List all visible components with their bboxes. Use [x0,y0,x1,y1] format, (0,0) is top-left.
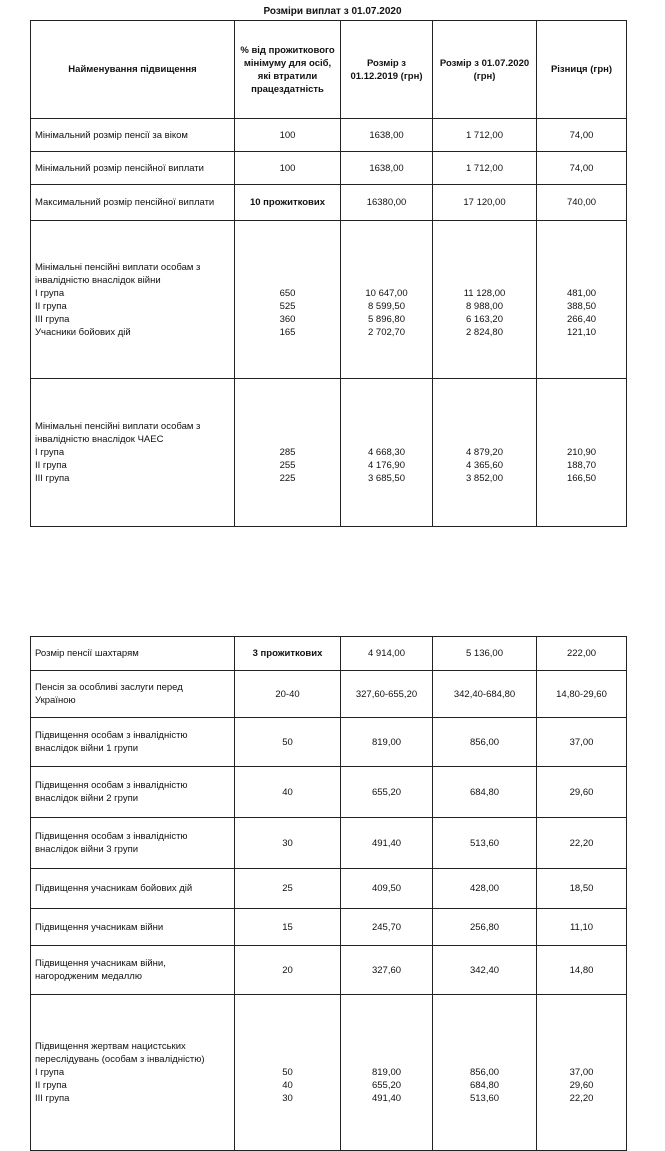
cell-line: 222,00 [566,648,597,659]
cell-line: інвалідністю внаслідок війни [35,274,161,286]
cell-line: 74,00 [569,162,594,174]
cell-line: І група [35,1067,65,1078]
cell-line: 1638,00 [369,129,404,141]
header-row [31,21,627,119]
amount-jul-2020-cell [433,119,537,152]
table-row [31,946,627,995]
table-row [31,221,627,379]
cell-line: 513,60 [469,1093,500,1104]
cell-line: 491,40 [371,1093,402,1104]
cell-line: Україною [35,695,76,706]
difference-cell [537,818,627,869]
amount-dec-2019-cell [341,221,433,379]
amount-dec-2019-cell [341,946,433,995]
cell-line: 4 176,90 [368,460,405,471]
cell-line: ІІ група [35,300,67,312]
amount-dec-2019-cell [341,119,433,152]
cell-line: внаслідок війни 3 групи [35,844,139,855]
cell-line: 22,20 [569,837,594,849]
cell-line: 655,20 [371,786,402,798]
difference-cell [537,637,627,671]
amount-jul-2020-cell [433,909,537,946]
row-name-cell [31,671,235,718]
table-row [31,152,627,185]
cell-line: Учасники бойових дій [35,326,131,338]
cell-line [345,420,428,433]
cell-line: 360 [279,313,296,325]
cell-line: 29,60 [569,786,594,798]
percent-cell [235,718,341,767]
cell-line: 30 [282,1093,293,1104]
cell-line: 4 668,30 [368,447,405,458]
row-name-cell [31,119,235,152]
cell-line: 5 896,80 [368,313,405,325]
difference-cell [537,767,627,818]
cell-line: 20 [282,964,293,976]
cell-line: 255 [279,460,296,471]
cell-line: внаслідок війни 2 групи [35,793,139,804]
amount-dec-2019-cell [341,869,433,909]
cell-line [541,274,622,287]
cell-line [239,433,336,446]
cell-line [541,420,622,433]
cell-line: 14,80-29,60 [556,688,607,700]
cell-line: 684,80 [469,1080,500,1091]
cell-line: 4 914,00 [368,648,405,659]
cell-line: 100 [279,162,296,174]
table-row [31,767,627,818]
cell-line: 525 [279,300,296,312]
payments-table-part-1 [30,20,627,527]
cell-line [345,1040,428,1053]
cell-line: 327,60 [371,964,402,976]
cell-line: Мінімальні пенсійні виплати особам з [35,421,201,432]
percent-cell [235,152,341,185]
cell-line: переслідувань (особам з інвалідністю) [35,1054,205,1065]
cell-line [239,261,336,274]
amount-dec-2019-cell [341,995,433,1151]
cell-line: 342,40 [469,964,500,976]
cell-line: 100 [279,129,296,141]
cell-line: 225 [279,473,296,484]
percent-cell [235,119,341,152]
cell-line: Підвищення особам з інвалідністю [35,730,188,741]
row-name-cell [31,379,235,527]
cell-line: 285 [279,447,296,458]
cell-line: 16380,00 [366,197,407,208]
row-name-cell [31,221,235,379]
cell-line: 266,40 [566,313,597,325]
row-name-cell [31,995,235,1151]
table-row [31,869,627,909]
difference-cell [537,995,627,1151]
cell-line [345,261,428,274]
cell-line [437,1040,532,1053]
page-title: Розміри виплат з 01.07.2020 [263,6,402,17]
row-name-cell [31,718,235,767]
cell-line: 1 712,00 [466,129,503,141]
cell-line: 10 прожиткових [249,197,326,208]
percent-cell [235,637,341,671]
cell-line: 5 136,00 [466,648,503,659]
cell-line: ІІ група [35,1080,67,1091]
table-row [31,637,627,671]
cell-line: 655,20 [371,1080,402,1091]
table-row [31,718,627,767]
cell-line [345,274,428,287]
cell-line: 8 988,00 [466,300,503,312]
cell-line: 11 128,00 [463,287,506,299]
table-row [31,379,627,527]
percent-cell [235,221,341,379]
cell-line [437,1053,532,1066]
cell-line: 14,80 [569,964,594,976]
amount-jul-2020-cell [433,718,537,767]
percent-cell [235,767,341,818]
difference-cell [537,119,627,152]
cell-line: 17 120,00 [463,197,506,208]
percent-cell [235,946,341,995]
table-row [31,185,627,221]
cell-line: 15 [282,921,293,933]
cell-line: 684,80 [469,786,500,798]
amount-dec-2019-cell [341,718,433,767]
cell-line: 428,00 [469,883,500,894]
difference-cell [537,671,627,718]
cell-line: Підвищення особам з інвалідністю [35,780,188,791]
amount-dec-2019-cell [341,767,433,818]
cell-line [541,1053,622,1066]
table-row [31,119,627,152]
cell-line: Підвищення жертвам нацистських [35,1041,186,1052]
percent-cell [235,995,341,1151]
cell-line: І група [35,287,65,299]
cell-line: Мінімальний розмір пенсійної виплати [35,162,204,174]
amount-dec-2019-cell [341,909,433,946]
cell-line: Підвищення особам з інвалідністю [35,831,188,842]
cell-line [239,420,336,433]
cell-line: Розмір пенсії шахтарям [35,648,139,659]
cell-line: 819,00 [371,736,402,748]
row-name-cell [31,152,235,185]
cell-line: Мінімальні пенсійні виплати особам з [35,261,201,273]
cell-line: 2 702,70 [368,326,405,338]
difference-cell [537,221,627,379]
cell-line: 4 365,60 [466,460,503,471]
cell-line: нагородженим медаллю [35,971,142,982]
row-name-cell [31,818,235,869]
row-name-cell [31,637,235,671]
cell-line: 409,50 [371,883,402,894]
cell-line [239,274,336,287]
cell-line: І група [35,447,65,458]
cell-line [437,274,532,287]
amount-jul-2020-cell [433,185,537,221]
cell-line: 188,70 [566,460,597,471]
cell-line: Підвищення учасникам війни, [35,958,166,969]
cell-line: 245,70 [371,921,402,933]
cell-line: 74,00 [569,129,594,141]
percent-cell [235,379,341,527]
cell-line: 2 824,80 [466,326,503,338]
cell-line: 491,40 [371,837,402,849]
percent-cell [235,909,341,946]
cell-line: 166,50 [566,473,597,484]
cell-line: 50 [282,1067,293,1078]
cell-line: 388,50 [566,300,597,312]
cell-line: 40 [282,786,293,798]
cell-line: 327,60-655,20 [355,688,418,700]
amount-dec-2019-cell [341,671,433,718]
cell-line: 1 712,00 [466,162,503,174]
difference-cell [537,869,627,909]
amount-jul-2020-cell [433,221,537,379]
cell-line [541,1040,622,1053]
cell-line: Мінімальний розмір пенсії за віком [35,129,188,141]
cell-line: 25 [282,883,293,894]
amount-jul-2020-cell [433,671,537,718]
cell-line: Підвищення учасникам війни [35,921,164,933]
row-name-cell [31,185,235,221]
percent-cell [235,869,341,909]
cell-line: 1638,00 [369,162,404,174]
cell-line: ІІІ група [35,313,70,325]
cell-line: 18,50 [569,883,594,894]
cell-line: 481,00 [566,287,597,299]
cell-line: 20-40 [275,688,300,700]
cell-line: 8 599,50 [368,300,405,312]
amount-dec-2019-cell [341,185,433,221]
table-row [31,909,627,946]
difference-cell [537,946,627,995]
difference-cell [537,152,627,185]
cell-line: 10 647,00 [365,287,408,299]
cell-line [437,420,532,433]
amount-jul-2020-cell [433,946,537,995]
cell-line: 4 879,20 [466,447,503,458]
cell-line [239,1040,336,1053]
header-difference: Різниця (грн) [537,21,627,119]
cell-line: ІІІ група [35,473,70,484]
amount-jul-2020-cell [433,767,537,818]
table-row [31,671,627,718]
cell-line: 513,60 [469,837,500,849]
amount-jul-2020-cell [433,869,537,909]
header-dec-2019: Розмір з 01.12.2019 (грн) [341,21,433,119]
cell-line: 650 [279,287,296,299]
cell-line: 819,00 [371,1067,402,1078]
cell-line: 342,40-684,80 [453,688,516,700]
cell-line: ІІ група [35,460,67,471]
header-jul-2020: Розмір з 01.07.2020 (грн) [433,21,537,119]
difference-cell [537,909,627,946]
row-name-cell [31,869,235,909]
difference-cell [537,379,627,527]
difference-cell [537,718,627,767]
cell-line [437,433,532,446]
cell-line: 3 852,00 [466,473,503,484]
cell-line [345,1053,428,1066]
row-name-cell [31,767,235,818]
amount-jul-2020-cell [433,818,537,869]
cell-line: ІІІ група [35,1093,70,1104]
cell-line: Пенсія за особливі заслуги перед [35,682,183,693]
cell-line: 210,90 [566,447,597,458]
cell-line [437,261,532,274]
percent-cell [235,185,341,221]
header-name: Найменування підвищення [31,21,235,119]
cell-line: інвалідністю внаслідок ЧАЕС [35,434,164,445]
cell-line: 29,60 [569,1080,594,1091]
cell-line [541,433,622,446]
row-name-cell [31,946,235,995]
cell-line: 740,00 [566,197,597,208]
cell-line: 256,80 [469,921,500,933]
cell-line: 30 [282,837,293,849]
cell-line: 165 [279,326,296,338]
amount-jul-2020-cell [433,637,537,671]
payments-table-part-2 [30,636,627,1151]
amount-jul-2020-cell [433,152,537,185]
cell-line: Підвищення учасникам бойових дій [35,883,193,894]
cell-line: 37,00 [569,736,594,748]
cell-line: 6 163,20 [466,313,503,325]
cell-line: 3 прожиткових [252,648,323,659]
cell-line: 121,10 [566,326,597,338]
amount-dec-2019-cell [341,818,433,869]
amount-dec-2019-cell [341,637,433,671]
cell-line: 3 685,50 [368,473,405,484]
cell-line: внаслідок війни 1 групи [35,743,139,754]
cell-line: 856,00 [469,736,500,748]
cell-line: 11,10 [569,921,594,933]
cell-line [541,261,622,274]
amount-jul-2020-cell [433,379,537,527]
amount-dec-2019-cell [341,152,433,185]
percent-cell [235,671,341,718]
percent-cell [235,818,341,869]
header-percent: % від прожиткового мінімуму для осіб, які втратили працездатність [235,21,341,119]
cell-line [239,1053,336,1066]
cell-line: 50 [282,736,293,748]
amount-jul-2020-cell [433,995,537,1151]
table-row [31,818,627,869]
cell-line [345,433,428,446]
cell-line: 40 [282,1080,293,1091]
amount-dec-2019-cell [341,379,433,527]
cell-line: 22,20 [569,1093,594,1104]
table-row [31,995,627,1151]
cell-line: 856,00 [469,1067,500,1078]
row-name-cell [31,909,235,946]
cell-line: 37,00 [569,1067,594,1078]
cell-line: Максимальний розмір пенсійної виплати [35,197,215,208]
difference-cell [537,185,627,221]
